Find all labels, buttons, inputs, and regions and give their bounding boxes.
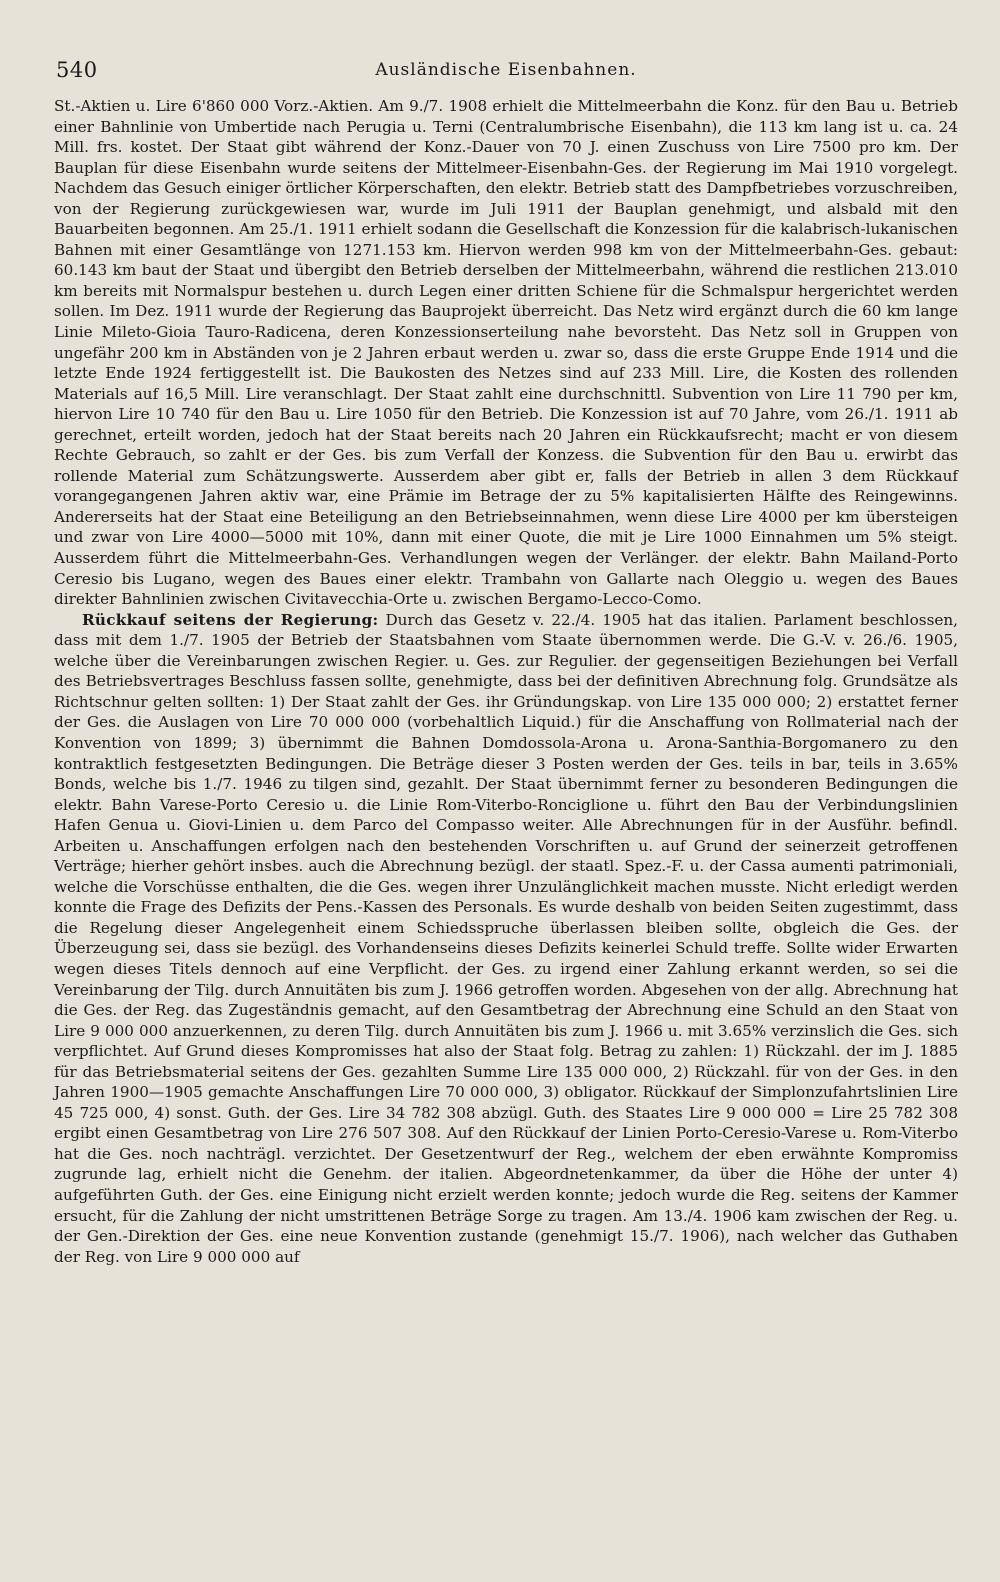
paragraph-text: Durch das Gesetz v. 22./4. 1905 hat das italien. Parlament beschlossen, dass mit dem 1./7. 1905 der Betrieb der Staatsbahnen vom Staate übernommen werde. Die G.-V. v. 26./6. 1905, welche über die Vereinbarungen zwischen Regier. u. Ges. zur Regulier. der gegenseitigen Beziehungen bei Verfall des Betriebsvertrages Beschluss fassen sollte, genehmigte, dass bei der definitiven Abrechnung folg. Grundsätze als Richtschnur gelten sollten: 1) Der Staat zahlt der Ges. ihr Gründungskap. von Lire 135 000 000; 2) erstattet ferner der Ges. die Auslagen von Lire 70 000 000 (vorbehaltlich Liquid.) für die Anschaffung von Rollmaterial nach der Konvention von 1899; 3) übernimmt die Bahnen Domdossola-Arona u. Arona-Santhia-Borgomanero zu den kontraktlich festgesetzten Bedingungen. Die Beträge dieser 3 Posten werden der Ges. teils in bar, teils in 3.65% Bonds, welche bis 1./7. 1946 zu tilgen sind, gezahlt. Der Staat übernimmt ferner zu besonderen Bedingungen die elektr. Bahn Varese-Porto Ceresio u. die Linie Rom-Viterbo-Ronciglione u. führt den Bau der Verbindungslinien Hafen Genua u. Giovi-Linien u. dem Parco del Compasso weiter. Alle Abrechnungen für in der Ausführ. befindl. Arbeiten u. Anschaffungen erfolgen nach den bestehenden Vorschriften u. auf Grund der seinerzeit getroffenen Verträge; hierher gehört insbes. auch die Abrechnung bezügl. der staatl. Spez.-F. u. der Cassa aumenti patrimoniali, welche die Vorschüsse enthalten, die die Ges. wegen ihrer Unzulänglichkeit machen musste. Nicht erledigt werden konnte die Frage des Defizits der Pens.-Kassen des Personals. Es wurde deshalb von beiden Seiten zugestimmt, dass die Regelung dieser Angelegenheit einem Schiedsspruche überlassen bleiben sollte, obgleich die Ges. der Überzeugung sei, dass sie bezügl. des Vorhandenseins dieses Defizits keinerlei Schuld treffe. Sollte wider Erwarten wegen dieses Titels dennoch auf eine Verpflicht. der Ges. zu irgend einer Zahlung erkannt werden, so sei die Vereinbarung der Tilg. durch Annuitäten bis zum J. 1966 getroffen worden. Abgesehen von der allg. Abrechnung hat die Ges. der Reg. das Zugeständnis gemacht, auf den Gesamtbetrag der Abrechnung eine Schuld an den Staat von Lire 9 000 000 anzuerkennen, zu deren Tilg. durch Annuitäten bis zum J. 1966 u. mit 3.65% verzinslich die Ges. sich verpflichtet. Auf Grund dieses Kompromisses hat also der Staat folg. Betrag zu zahlen: 1) Rückzahl. der im J. 1885 für das Betriebsmaterial seitens der Ges. gezahlten Summe Lire 135 000 000, 2) Rückzahl. für von der Ges. in den Jahren 1900—1905 gemachte Anschaffungen Lire 70 000 000, 3) obligator. Rückkauf der Simplonzufahrtslinien Lire 45 725 000, 4) sonst. Guth. der Ges. Lire 34 782 308 abzügl. Guth. des Staates Lire 9 000 000 = Lire 25 782 308 ergibt einen Gesamtbetrag von Lire 276 507 308. Auf den Rückkauf der Linien Porto-Ceresio-Varese u. Rom-Viterbo hat die Ges. noch nachträgl. verzichtet. Der Gesetzentwurf der Reg., welchem der eben erwähnte Kompromiss zugrunde lag, erhielt nicht die Genehm. der italien. Abgeordnetenkammer, da über die Höhe der unter 4) aufgeführten Guth. der Ges. eine Einigung nicht erzielt werden konnte; jedoch wurde die Reg. seitens der Kammer ersucht, für die Zahlung der nicht umstrittenen Beträge Sorge zu tragen. Am 13./4. 1906 kam zwischen der Reg. u. der Gen.-Direktion der Ges. eine neue Konvention zustande (genehmigt 15./7. 1906), nach welcher das Guthaben der Reg. von Lire 9 000 000 auf [54, 610, 958, 1266]
section-heading-rueckkauf: Rückkauf seitens der Regierung: [82, 610, 379, 629]
page-header [54, 58, 958, 96]
running-title: Ausländische Eisenbahnen. [375, 60, 637, 80]
body-text [54, 96, 958, 1267]
page-number: 540 [56, 58, 98, 82]
paragraph-rueckkauf [54, 610, 958, 1268]
paragraph-mittelmeerbahn-konzessionen [54, 96, 958, 610]
paragraph-text: St.-Aktien u. Lire 6'860 000 Vorz.-Aktien. Am 9./7. 1908 erhielt die Mittelmeerbahn die Konz. für den Bau u. Betrieb einer Bahnlinie von Umbertide nach Perugia u. Terni (Centralumbrische Eisenbahn), die 113 km lang ist u. ca. 24 Mill. frs. kostet. Der Staat gibt während der Konz.-Dauer von 70 J. einen Zuschuss von Lire 7500 pro km. Der Bauplan für diese Eisenbahn wurde seitens der Mittelmeer-Eisenbahn-Ges. der Regierung im Mai 1910 vorgelegt. Nachdem das Gesuch einiger örtlicher Körperschaften, den elektr. Betrieb statt des Dampfbetriebes vorzuschreiben, von der Regierung zurückgewiesen war, wurde im Juli 1911 der Bauplan genehmigt, und alsbald mit den Bauarbeiten begonnen. Am 25./1. 1911 erhielt sodann die Gesellschaft die Konzession für die kalabrisch-lukanischen Bahnen mit einer Gesamtlänge von 1271.153 km. Hiervon werden 998 km von der Mittelmeerbahn-Ges. gebaut: 60.143 km baut der Staat und übergibt den Betrieb derselben der Mittelmeerbahn, während die restlichen 213.010 km bereits mit Normalspur bestehen u. durch Legen einer dritten Schiene für die Schmalspur hergerichtet werden sollen. Im Dez. 1911 wurde der Regierung das Bauprojekt überreicht. Das Netz wird ergänzt durch die 60 km lange Linie Mileto-Gioia Tauro-Radicena, deren Konzessionserteilung nahe bevorsteht. Das Netz soll in Gruppen von ungefähr 200 km in Abständen von je 2 Jahren erbaut werden u. zwar so, dass die erste Gruppe Ende 1914 und die letzte Ende 1924 fertiggestellt ist. Die Baukosten des Netzes sind auf 233 Mill. Lire, die Kosten des rollenden Materials auf 16,5 Mill. Lire veranschlagt. Der Staat zahlt eine durchschnittl. Subvention von Lire 11 790 per km, hiervon Lire 10 740 für den Bau u. Lire 1050 für den Betrieb. Die Konzession ist auf 70 Jahre, vom 26./1. 1911 ab gerechnet, erteilt worden, jedoch hat der Staat bereits nach 20 Jahren ein Rückkaufsrecht; macht er von diesem Rechte Gebrauch, so zahlt er der Ges. bis zum Verfall der Konzess. die Subvention für den Bau u. erwirbt das rollende Material zum Schätzungswerte. Ausserdem aber gibt er, falls der Betrieb in allen 3 dem Rückkauf vorangegangenen Jahren aktiv war, eine Prämie im Betrage der zu 5% kapitalisierten Hälfte des Reingewinns. Andererseits hat der Staat eine Beteiligung an den Betriebseinnahmen, wenn diese Lire 4000 per km übersteigen und zwar von Lire 4000—5000 mit 10%, dann mit einer Quote, die mit je Lire 1000 Einnahmen um 5% steigt. Ausserdem führt die Mittelmeerbahn-Ges. Verhandlungen wegen der Verlänger. der elektr. Bahn Mailand-Porto Ceresio bis Lugano, wegen des Baues einer elektr. Trambahn von Gallarte nach Oleggio u. wegen des Baues direkter Bahnlinien zwischen Civitavecchia-Orte u. zwischen Bergamo-Lecco-Como. [54, 97, 958, 609]
